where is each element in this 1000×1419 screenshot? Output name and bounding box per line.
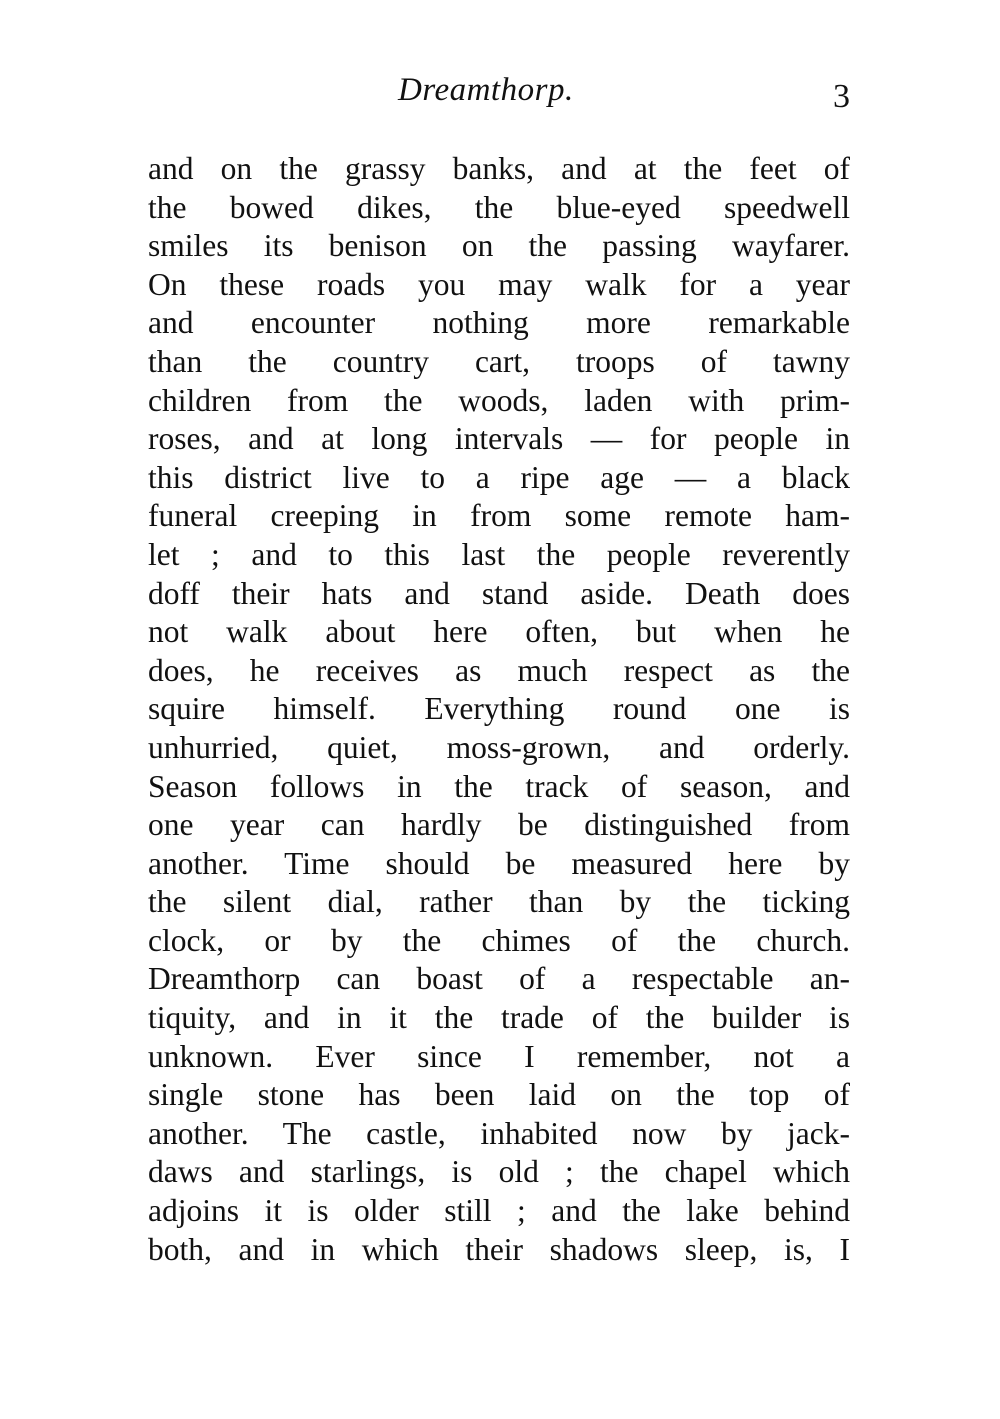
text-line: unknown. Ever since I remember, not a <box>148 1038 850 1074</box>
body-text <box>148 150 850 1269</box>
running-title: Dreamthorp. <box>398 72 574 108</box>
text-line: unhurried, quiet, moss-grown, and orderly. <box>148 729 850 765</box>
text-line: and on the grassy banks, and at the feet of <box>148 151 850 186</box>
text-line: not walk about here often, but when he <box>148 614 850 650</box>
text-line: let ; and to this last the people reverently <box>148 536 850 572</box>
text-line: another. The castle, inhabited now by jack- <box>148 1115 850 1151</box>
text-line: the bowed dikes, the blue-eyed speedwell <box>148 189 850 225</box>
text-line: smiles its benison on the passing wayfarer. <box>148 228 850 264</box>
text-line: roses, and at long intervals — for people in <box>148 421 850 457</box>
text-line: funeral creeping in from some remote ham- <box>148 498 850 534</box>
running-head <box>148 72 850 116</box>
text-line: children from the woods, laden with prim- <box>148 382 850 418</box>
text-line: clock, or by the chimes of the church. <box>148 922 850 958</box>
text-line: one year can hardly be distinguished from <box>148 807 850 843</box>
text-line: another. Time should be measured here by <box>148 845 850 881</box>
text-line: Season follows in the track of season, and <box>148 768 850 804</box>
text-line: and encounter nothing more remarkable <box>148 305 850 341</box>
text-line: squire himself. Everything round one is <box>148 691 850 727</box>
text-line: single stone has been laid on the top of <box>148 1077 850 1113</box>
text-line: than the country cart, troops of tawny <box>148 343 850 379</box>
text-line: both, and in which their shadows sleep, is, I <box>148 1231 850 1267</box>
text-line: tiquity, and in it the trade of the builder is <box>148 1000 850 1036</box>
text-line: adjoins it is older still ; and the lake behind <box>148 1193 850 1229</box>
text-line: does, he receives as much respect as the <box>148 652 850 688</box>
text-line: this district live to a ripe age — a black <box>148 459 850 495</box>
text-line: the silent dial, rather than by the ticking <box>148 884 850 920</box>
page-number: 3 <box>833 78 850 115</box>
text-line: daws and starlings, is old ; the chapel which <box>148 1154 850 1190</box>
text-line: On these roads you may walk for a year <box>148 266 850 302</box>
text-line: Dreamthorp can boast of a respectable an- <box>148 961 850 997</box>
text-line: doff their hats and stand aside. Death does <box>148 575 850 611</box>
